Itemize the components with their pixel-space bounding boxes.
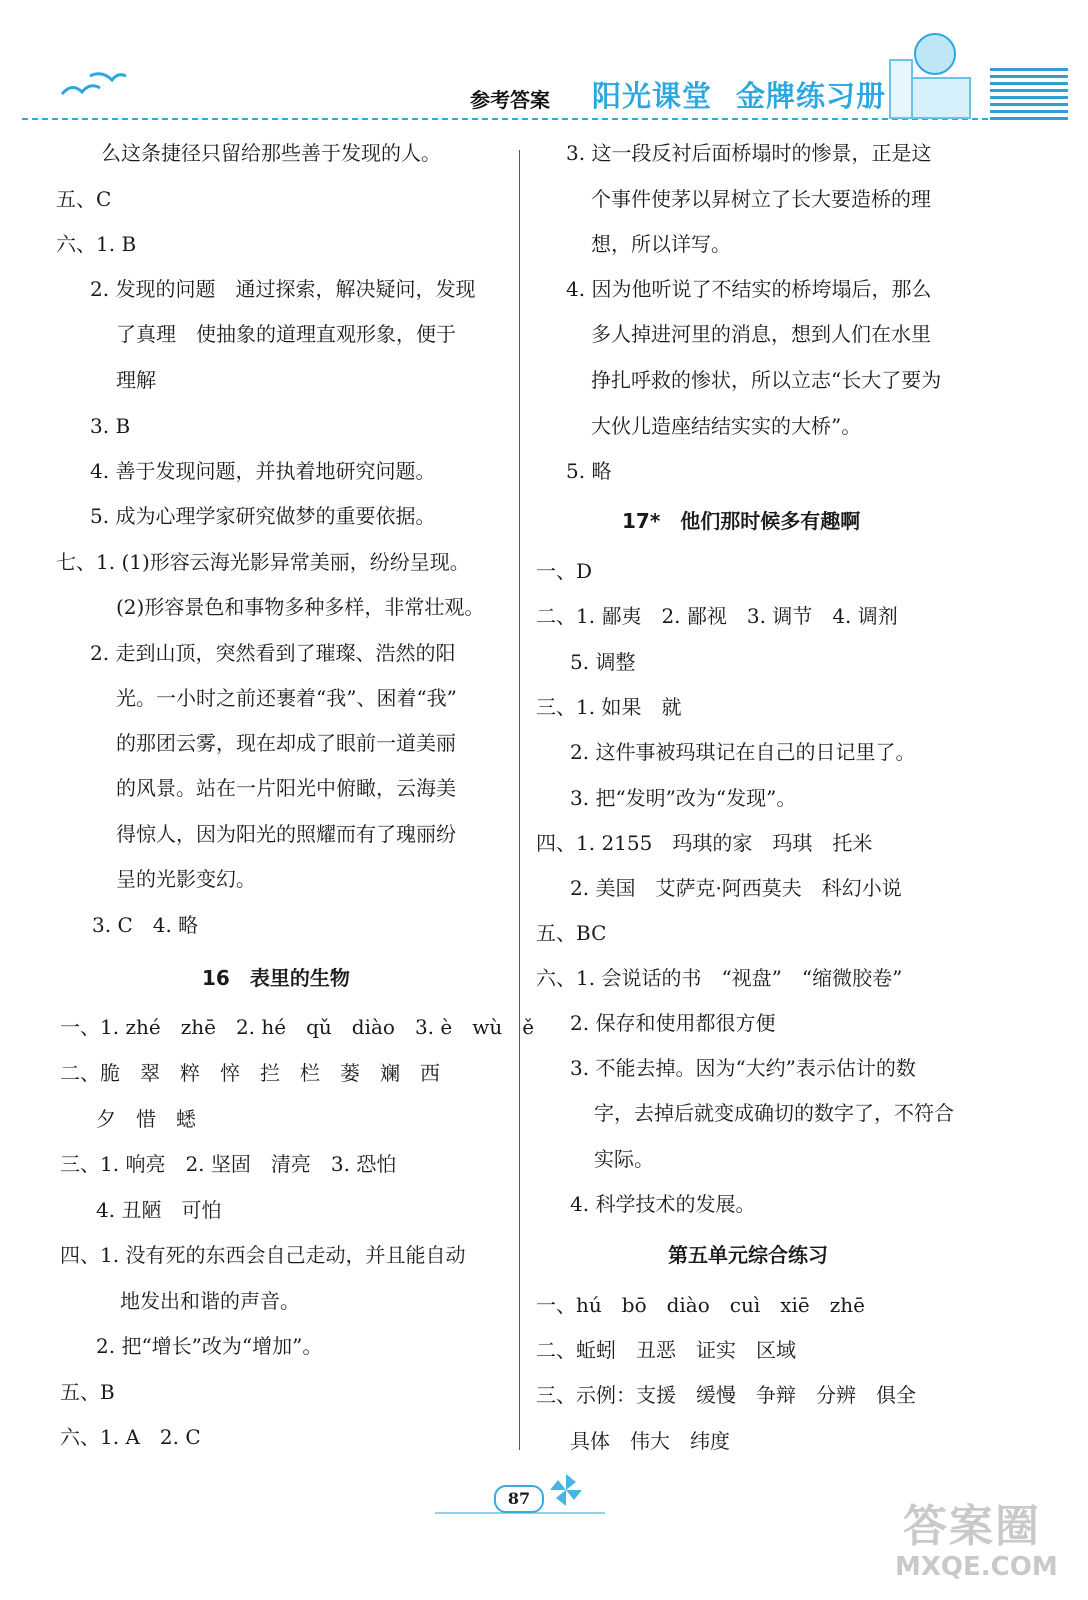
answer-line: 3. 不能去掉。因为“大约”表示估计的数 — [570, 1056, 916, 1080]
book-title-part1: 阳光课堂 — [592, 79, 713, 113]
section-heading: 17* 他们那时候多有趣啊 — [622, 509, 861, 533]
answer-line: 光。一小时之前还裹着“我”、困着“我” — [116, 686, 457, 710]
answer-line: 3. C 4. 略 — [92, 913, 199, 937]
answer-line: 三、1. 如果 就 — [536, 695, 682, 719]
answer-line: 2. 走到山顶，突然看到了璀璨、浩然的阳 — [90, 641, 456, 665]
answer-line: 4. 科学技术的发展。 — [570, 1192, 756, 1216]
header-stripes — [990, 68, 1068, 120]
answer-line: 字，去掉后就变成确切的数字了，不符合 — [594, 1101, 954, 1125]
answer-line: 挣扎呼救的惨状，所以立志“长大了要为 — [591, 368, 942, 392]
seagull-icon — [60, 68, 130, 104]
answer-line: 2. 美国 艾萨克·阿西莫夫 科幻小说 — [570, 876, 902, 900]
answer-line: 2. 这件事被玛琪记在自己的日记里了。 — [570, 740, 916, 764]
answer-line: 4. 因为他听说了不结实的桥垮塌后，那么 — [566, 277, 932, 301]
section-heading: 第五单元综合练习 — [668, 1243, 828, 1267]
answer-line: 四、1. 没有死的东西会自己走动，并且能自动 — [60, 1243, 466, 1267]
answer-line: 夕 惜 蟋 — [96, 1107, 196, 1131]
answer-line: 4. 善于发现问题，并执着地研究问题。 — [90, 459, 436, 483]
answer-line: 3. 这一段反衬后面桥塌时的惨景，正是这 — [566, 141, 932, 165]
answer-line: 六、1. A 2. C — [60, 1425, 201, 1449]
answer-line: 六、1. B — [56, 232, 137, 256]
book-title — [592, 74, 886, 115]
header-label: 参考答案 — [470, 88, 550, 112]
answer-line: 了真理 使抽象的道理直观形象，便于 — [116, 322, 456, 346]
answer-line: 2. 把“增长”改为“增加”。 — [96, 1334, 323, 1358]
watermark — [895, 1490, 1065, 1590]
page-number: 87 — [494, 1485, 544, 1513]
answer-line: 2. 发现的问题 通过探索，解决疑问，发现 — [90, 277, 476, 301]
answer-line: 5. 成为心理学家研究做梦的重要依据。 — [90, 504, 436, 528]
column-divider — [519, 150, 520, 1450]
answer-line: 五、C — [56, 187, 112, 211]
answer-line: 一、hú bō diào cuì xiē zhē — [536, 1293, 866, 1317]
answer-line: 多人掉进河里的消息，想到人们在水里 — [591, 322, 931, 346]
answer-line: 么这条捷径只留给那些善于发现的人。 — [101, 141, 441, 165]
book-title-part2: 金牌练习册 — [736, 79, 887, 113]
answer-line: 4. 丑陋 可怕 — [96, 1198, 222, 1222]
answer-line: 理解 — [116, 368, 156, 392]
answer-line: 一、D — [536, 559, 593, 583]
watermark-text: 答案圈 — [903, 1501, 1041, 1552]
answer-line: 一、1. zhé zhē 2. hé qǔ diào 3. è wù ě — [60, 1015, 535, 1039]
answer-line: 2. 保存和使用都很方便 — [570, 1011, 776, 1035]
answer-line: 5. 略 — [566, 459, 612, 483]
answer-line: 想，所以详写。 — [591, 232, 731, 256]
header-underline — [22, 118, 988, 123]
answer-line: 3. 把“发明”改为“发现”。 — [570, 786, 797, 810]
pinwheel-icon — [546, 1470, 586, 1510]
answer-line: 二、脆 翠 粹 悴 拦 栏 蒌 斓 西 — [60, 1061, 440, 1085]
answer-line: 二、蚯蚓 丑恶 证实 区域 — [536, 1338, 796, 1362]
answer-line: 五、BC — [536, 921, 607, 945]
answer-line: 三、1. 响亮 2. 坚固 清亮 3. 恐怕 — [60, 1152, 397, 1176]
answer-line: 呈的光影变幻。 — [116, 867, 256, 891]
answer-line: 5. 调整 — [570, 650, 636, 674]
answer-line: 3. B — [90, 414, 131, 438]
page-header — [0, 0, 1088, 130]
watermark-url: MXQE.COM — [895, 1552, 1058, 1582]
answer-line: 具体 伟大 纬度 — [570, 1429, 730, 1453]
answer-line: 四、1. 2155 玛琪的家 玛琪 托米 — [536, 831, 873, 855]
answer-line: 七、1. (1)形容云海光影异常美丽，纷纷呈现。 — [56, 550, 470, 574]
answer-line: 的风景。站在一片阳光中俯瞰，云海美 — [116, 776, 456, 800]
section-heading: 16 表里的生物 — [202, 966, 350, 990]
globe-icon — [880, 20, 980, 120]
answer-line: 大伙儿造座结结实实的大桥”。 — [591, 414, 862, 438]
answer-line: 二、1. 鄙夷 2. 鄙视 3. 调节 4. 调剂 — [536, 604, 898, 628]
answer-line: 个事件使茅以昇树立了长大要造桥的理 — [591, 187, 931, 211]
answer-line: 五、B — [60, 1380, 115, 1404]
answer-line: 六、1. 会说话的书 “视盘” “缩微胶卷” — [536, 966, 903, 990]
answer-line: 得惊人，因为阳光的照耀而有了瑰丽纷 — [116, 822, 456, 846]
answer-line: 三、示例：支援 缓慢 争辩 分辨 俱全 — [536, 1383, 916, 1407]
answer-line: (2)形容景色和事物多种多样，非常壮观。 — [116, 595, 485, 619]
answer-line: 地发出和谐的声音。 — [120, 1289, 300, 1313]
answer-line: 实际。 — [594, 1147, 654, 1171]
answer-line: 的那团云雾，现在却成了眼前一道美丽 — [116, 731, 456, 755]
